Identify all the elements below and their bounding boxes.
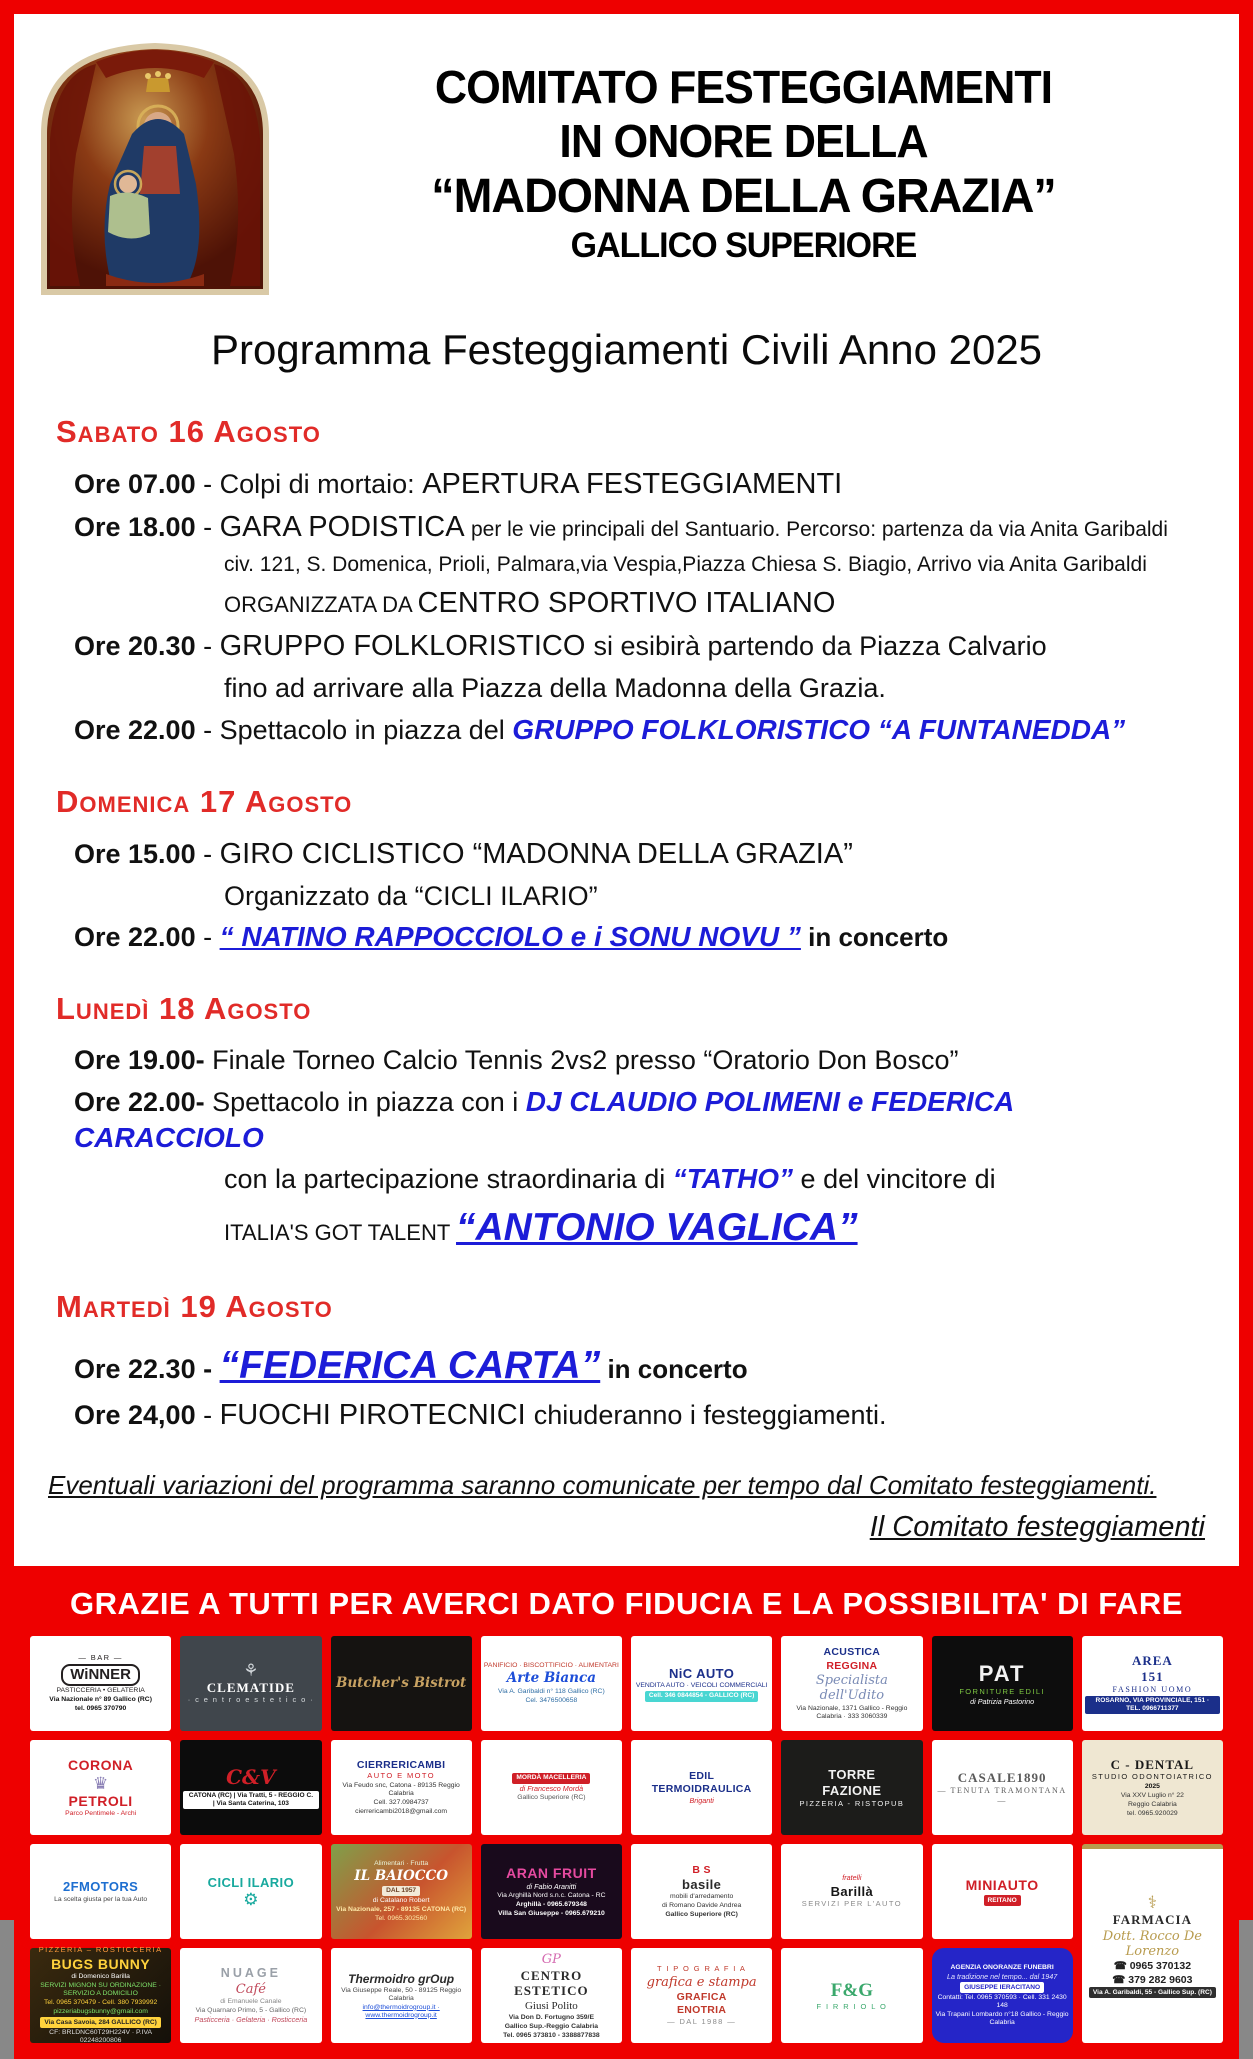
event-segment: Ore 22.00 <box>74 714 196 745</box>
logo-text-line: di Catalano Robert <box>372 1897 430 1905</box>
event-line <box>56 1084 1199 1156</box>
logo-il-baiocco <box>331 1844 472 1939</box>
logo-text-line: CATONA (RC) | Via Tratti, 5 - REGGIO C. | Via Santa Caterina, 103 <box>183 1791 318 1810</box>
sponsor-section <box>14 1566 1239 2059</box>
logo-giuseppe-ieracitano <box>932 1948 1073 2043</box>
logo-miniauto-reitano <box>932 1844 1073 1939</box>
logo-text-line: · c e n t r o e s t e t i c o · <box>187 1695 315 1705</box>
logo-text-line: Arte Bianca <box>506 1670 596 1687</box>
logo-text-line: basile <box>681 1877 722 1893</box>
logo-text-line: CASALE1890 <box>957 1770 1047 1786</box>
logo-text-line: C&V <box>226 1765 276 1790</box>
logo-text-line: Café <box>235 1982 266 1998</box>
event-segment: ITALIA'S GOT TALENT <box>224 1220 457 1246</box>
logo-text-line: Tel. 0965.302560 <box>375 1915 428 1923</box>
event-line <box>56 712 1199 748</box>
logo-text-line: ♛ <box>93 1773 109 1793</box>
event-segment: GARA PODISTICA <box>219 511 471 544</box>
logo-text-line: T I P O G R A F I A <box>656 1963 747 1973</box>
logo-text-line: Giusi Polito <box>524 1999 578 2012</box>
logo-text-line: 2025 <box>1144 1783 1160 1791</box>
day-header: Lunedì 18 Agosto <box>56 991 312 1027</box>
logo-text-line: WiNNER <box>61 1664 140 1686</box>
logo-text-line: FORNITURE EDILI <box>959 1686 1045 1696</box>
logo-text-line: GP <box>541 1951 561 1967</box>
schedule <box>14 378 1239 1440</box>
event-segment: Ore 07.00 <box>74 469 196 499</box>
logo-text-line: Reggio Calabria <box>1128 1801 1177 1809</box>
logo-text-line: ACUSTICA <box>823 1646 881 1659</box>
logo-c-and-v <box>180 1740 321 1835</box>
logo-text-line: CICLI ILARIO <box>207 1874 295 1890</box>
logo-text-line: ROSARNO, VIA PROVINCIALE, 151 · TEL. 0966711377 <box>1085 1696 1220 1715</box>
event-segment: - <box>195 714 220 745</box>
event-segment: Ore 24,00 <box>74 1400 196 1431</box>
logo-text-line: Gallico Sup.-Reggio Calabria <box>504 2022 599 2030</box>
event-segment: GRUPPO FOLKLORISTICO “A FUNTANEDDA” <box>512 713 1126 745</box>
event-line <box>56 585 1199 622</box>
logo-cierrericambi <box>331 1740 472 1835</box>
event-line <box>56 1341 1199 1391</box>
event-line <box>56 1161 1199 1197</box>
logo-text-line: di Domenico Barilla <box>71 1973 130 1981</box>
event-segment: “ NATINO RAPPOCCIOLO e i SONU NOVU ” <box>219 921 801 953</box>
event-segment: “FEDERICA CARTA” <box>219 1344 601 1388</box>
event-segment: Ore 18.00 <box>74 512 196 543</box>
logo-text-line: Via Giuseppe Reale, 50 - 89125 Reggio Calabria <box>341 1986 462 2002</box>
logo-text-line: PETROLI <box>68 1792 133 1809</box>
logo-fg-firriolo <box>781 1948 922 2043</box>
logo-text-line: — DAL 1988 — <box>667 2016 737 2026</box>
event-segment: Organizzato da “CICLI ILARIO” <box>224 880 598 911</box>
logo-text-line: di Fabio Aranitti <box>526 1881 577 1891</box>
logo-text-line: SERVIZI MIGNON SU ORDINAZIONE · SERVIZIO A DOMICILIO <box>40 1982 161 1998</box>
event-line <box>56 836 1199 873</box>
event-line <box>56 509 1199 546</box>
logo-arte-bianca <box>481 1636 622 1731</box>
day-header: Martedì 19 Agosto <box>56 1289 333 1325</box>
event-line <box>56 628 1199 665</box>
logo-text-line: GRAFICA <box>676 1990 727 2003</box>
day-header: Sabato 16 Agosto <box>56 414 321 449</box>
logo-text-line: MORDÀ MACELLERIA <box>512 1773 590 1784</box>
logo-text-line: PAT <box>978 1660 1026 1686</box>
event-segment: fino ad arrivare alla Piazza della Madonna della Grazia. <box>224 673 886 704</box>
logo-text-line: — BAR — <box>78 1653 123 1663</box>
logo-text-line: di Romano Davide Andrea <box>661 1902 742 1910</box>
logo-text-line: Via Quarnaro Primo, 5 - Gallico (RC) <box>195 2007 307 2015</box>
logo-text-line: tel. 0965 370790 <box>74 1704 127 1712</box>
event-segment: in concerto <box>800 922 949 953</box>
logo-casale-1890 <box>932 1740 1073 1835</box>
logo-bar-winner <box>30 1636 171 1731</box>
day-section <box>56 1289 1199 1434</box>
event-segment: Ore 22.00- <box>74 1086 205 1117</box>
logo-text-line: Thermoidro grOup <box>348 1971 455 1986</box>
logo-text-line: REITANO <box>984 1895 1021 1906</box>
logo-text-line: La tradizione nel tempo... dal 1947 <box>946 1971 1058 1981</box>
poster-header <box>14 14 1239 296</box>
logo-aran-fruit <box>481 1844 622 1939</box>
title-line-3: “MADONNA DELLA GRAZIA” <box>431 169 1056 223</box>
logo-nuage-cafe <box>180 1948 321 2043</box>
logo-text-line: Pasticceria · Gelateria · Rosticceria <box>194 2015 308 2025</box>
logo-text-line: FARMACIA <box>1112 1912 1192 1928</box>
footer-signature: Il Comitato festeggiamenti <box>869 1511 1205 1544</box>
logo-text-line: ☎ 379 282 9603 <box>1112 1973 1193 1986</box>
event-segment: - <box>195 922 220 953</box>
logo-morda-macelleria <box>481 1740 622 1835</box>
event-segment: GIRO CICLISTICO “MADONNA DELLA GRAZIA” <box>219 837 853 870</box>
event-segment: civ. 121, S. Domenica, Prioli, Palmara,via Vespia,Piazza Chiesa S. Biagio, Arrivo via Anita Garibaldi <box>224 553 1147 577</box>
logo-text-line: B S <box>692 1863 711 1876</box>
logo-text-line: PIZZERIA - RISTOPUB <box>799 1798 905 1808</box>
logo-text-line: AGENZIA ONORANZE FUNEBRI <box>950 1963 1054 1971</box>
logo-text-line: Via Nazionale, 257 - 89135 CATONA (RC) <box>336 1906 467 1914</box>
logo-text-line: CIERRERICAMBI <box>356 1758 446 1771</box>
event-segment: Ore 22.30 - <box>74 1354 220 1385</box>
event-segment: con la partecipazione straordinaria di <box>224 1164 673 1195</box>
event-segment: Ore 20.30 <box>74 631 196 662</box>
logo-text-line: CLEMATIDE <box>206 1680 295 1696</box>
logo-text-line: CENTRO ESTETICO <box>514 1967 589 1999</box>
logo-text-line: Cell. 346 0844854 - GALLICO (RC) <box>645 1691 759 1702</box>
logo-text-line: F I R R I O L O <box>816 2001 888 2011</box>
logo-nic-auto <box>631 1636 772 1731</box>
logo-text-line: Contatti: Tel. 0965 370593 · Cell. 331 2430 148 <box>937 1994 1067 2010</box>
program-title: Programma Festeggiamenti Civili Anno 2025 <box>210 326 1043 373</box>
logo-cicli-ilario <box>180 1844 321 1939</box>
logo-edil-termoidraulica <box>631 1740 772 1835</box>
event-line <box>56 919 1199 955</box>
title-line-1: COMITATO FESTEGGIAMENTI <box>434 61 1053 113</box>
footer-notes <box>14 1440 1239 1566</box>
logo-text-line: Via Casa Savoia, 284 GALLICO (RC) <box>40 2017 160 2028</box>
logo-text-line: AUTO E MOTO <box>367 1771 435 1781</box>
logo-text-line: Dott. Rocco De Lorenzo <box>1102 1928 1202 1960</box>
logo-pat-forniture-edili <box>932 1636 1073 1731</box>
logo-text-line: Tel. 0965 370479 - Cell. 380 7939992 <box>43 1999 158 2007</box>
logo-text-line: tel. 0965.920029 <box>1127 1810 1178 1818</box>
logo-text-line: FAZIONE <box>822 1783 882 1799</box>
logo-text-line: ⚕ <box>1147 1893 1157 1913</box>
logo-text-line: Via Nazionale n° 89 Gallico (RC) <box>49 1695 152 1703</box>
event-segment: - <box>195 512 220 543</box>
logo-text-line: PIZZERIA – ROSTICCERIA <box>38 1945 163 1955</box>
event-line <box>56 671 1199 706</box>
logo-text-line: ENOTRIA <box>676 2004 727 2017</box>
logo-text-line: CF: BRLDNC60T29H224V · P.IVA 02248200806 <box>49 2029 153 2045</box>
event-segment: in concerto <box>600 1354 748 1385</box>
event-line <box>56 552 1199 579</box>
event-segment: - <box>195 838 220 869</box>
logo-text-line: ARAN FRUIT <box>506 1865 597 1882</box>
logo-text-line: Gallico Superiore (RC) <box>665 1911 738 1919</box>
logo-farmacia-de-lorenzo <box>1082 1844 1223 2043</box>
event-line <box>56 1043 1199 1078</box>
logo-text-line: GIUSEPPE IERACITANO <box>960 1982 1044 1993</box>
logo-area-151 <box>1082 1636 1223 1731</box>
logo-text-line: Via XXV Luglio n° 22 <box>1120 1792 1184 1800</box>
logo-text-line: C - DENTAL <box>1110 1757 1195 1772</box>
event-segment: e del vincitore di <box>793 1164 996 1195</box>
logo-text-line: BUGS BUNNY <box>51 1955 151 1972</box>
footer-note-line: Eventuali variazioni del programma saranno comunicate per tempo dal Comitato festeggiamenti. <box>48 1470 1157 1501</box>
day-section <box>56 784 1199 955</box>
logo-text-line: mobili d'arredamento <box>669 1893 734 1901</box>
logo-text-line: Tel. 0965 373810 - 3388877838 <box>503 2031 600 2039</box>
event-segment: si esibirà partendo da Piazza Calvario <box>593 631 1047 662</box>
logo-text-line: STUDIO ODONTOIATRICO <box>1091 1772 1213 1782</box>
logo-text-line: PANIFICIO · BISCOTTIFICIO · ALIMENTARI <box>483 1662 619 1670</box>
event-line <box>56 879 1199 914</box>
logo-corona-petroli <box>30 1740 171 1835</box>
logo-text-line: FASHION UOMO <box>1112 1685 1193 1695</box>
logo-text-line: IL BAIOCCO <box>354 1867 448 1884</box>
logo-grafica-enotria <box>631 1948 772 2043</box>
event-segment: “TATHO” <box>672 1163 794 1195</box>
logo-text-line: VENDITA AUTO · VEICOLI COMMERCIALI <box>635 1681 768 1689</box>
event-segment: - <box>195 1400 220 1431</box>
logo-torre-fazione <box>781 1740 922 1835</box>
logo-text-line: Cell. 327.0984737 <box>373 1799 429 1807</box>
logo-text-line: MINIAUTO <box>965 1877 1039 1894</box>
logo-clematide <box>180 1636 321 1731</box>
logo-text-line: Via Nazionale, 1371 Gallico - Reggio Calabria · 333 3060339 <box>796 1704 908 1720</box>
logo-text-line: DAL 1957 <box>382 1886 420 1897</box>
title-line-2: IN ONORE DELLA <box>559 115 928 168</box>
logo-text-line: TERMOIDRAULICA <box>651 1783 752 1796</box>
logo-centro-estetico-giusi-polito <box>481 1948 622 2043</box>
event-segment: ORGANIZZATA DA <box>224 592 418 618</box>
logo-thermoidro-group <box>331 1948 472 2043</box>
logo-text-line: Cel. 3476500658 <box>525 1697 578 1705</box>
event-segment: - <box>195 469 220 499</box>
event-segment: FUOCHI PIROTECNICI <box>219 1399 534 1432</box>
logo-2f-motors <box>30 1844 171 1939</box>
logo-text-line: di Emanuele Canale <box>220 1998 282 2006</box>
sponsor-grid <box>30 1636 1223 2043</box>
logo-text-line: AREA <box>1131 1652 1173 1668</box>
logo-c-dental <box>1082 1740 1223 1835</box>
logo-text-line: Parco Pentimele - Archi <box>65 1810 137 1818</box>
event-line <box>56 466 1199 503</box>
event-segment: Spettacolo in piazza del <box>219 714 513 745</box>
logo-fratelli-barilla <box>781 1844 922 1939</box>
logo-text-line: Via Arghillà Nord s.n.c. Catona - RC <box>497 1892 606 1900</box>
day-section <box>56 414 1199 748</box>
title-block <box>274 34 1213 296</box>
day-section <box>56 991 1199 1253</box>
event-segment: GRUPPO FOLKLORISTICO <box>219 630 594 663</box>
logo-text-line: info@thermoidrogroup.it · www.thermoidrogroup.it <box>362 2003 440 2019</box>
event-segment: Ore 15.00 <box>74 838 196 869</box>
event-segment: “ANTONIO VAGLICA” <box>456 1206 858 1250</box>
event-segment: per le vie principali del Santuario. Percorso: partenza da via Anita Garibaldi <box>471 518 1168 542</box>
event-segment: Colpi di mortaio: <box>219 469 423 499</box>
event-segment: APERTURA FESTEGGIAMENTI <box>422 468 843 500</box>
logo-text-line: REGGINA <box>826 1659 878 1672</box>
logo-text-line: PASTICCERIA • GELATERIA <box>56 1686 145 1694</box>
event-segment: Ore 22.00 <box>74 922 196 953</box>
logo-text-line: ⚘ <box>243 1661 259 1681</box>
logo-text-line: NiC AUTO <box>668 1665 735 1681</box>
logo-text-line: Arghillà - 0965.679348 <box>515 1901 587 1909</box>
event-segment: Spettacolo in piazza con i <box>204 1086 526 1117</box>
logo-text-line: SERVIZI PER L'AUTO <box>801 1899 902 1909</box>
logo-text-line: fratelli <box>842 1873 862 1883</box>
madonna-with-child-artwork <box>36 34 274 296</box>
logo-text-line: di Patrizia Pastorino <box>970 1696 1035 1706</box>
logo-text-line: di Francesco Mordà <box>519 1783 584 1793</box>
logo-text-line: pizzeriabugsbunny@gmail.com <box>53 2008 148 2016</box>
logo-text-line: Butcher's Bistrot <box>335 1674 467 1691</box>
logo-text-line: Barillà <box>830 1883 874 1899</box>
logo-text-line: ⚙ <box>243 1890 259 1910</box>
event-segment: DJ CLAUDIO POLIMENI e FEDERICA CARACCIOLO <box>74 1085 1014 1153</box>
logo-text-line: Via A. Garibaldi n° 118 Gallico (RC) <box>498 1688 605 1696</box>
logo-text-line: TORRE <box>828 1766 876 1782</box>
logo-text-line: Via Don D. Fortugno 359/E <box>508 2013 594 2021</box>
logo-text-line: Gallico Superiore (RC) <box>517 1794 586 1802</box>
logo-text-line: NUAGE <box>220 1966 281 1981</box>
event-segment: chiuderanno i festeggiamenti. <box>533 1400 887 1431</box>
logo-text-line: 2FMOTORS <box>63 1879 139 1895</box>
event-line <box>56 1203 1199 1253</box>
logo-text-line: Via Trapani Lombardo n°18 Gallico - Reggio Calabria <box>935 2011 1069 2027</box>
title-line-4: GALLICO SUPERIORE <box>570 226 917 266</box>
logo-text-line: 151 <box>1141 1669 1164 1685</box>
event-segment: Ore 19.00- <box>74 1045 205 1076</box>
logo-text-line: grafica e stampa <box>646 1974 757 1990</box>
logo-text-line: cierrericambi2018@gmail.com <box>355 1808 448 1816</box>
logo-text-line: Alimentari · Frutta <box>374 1859 429 1867</box>
logo-text-line: Briganti <box>689 1795 714 1805</box>
event-segment: CENTRO SPORTIVO ITALIANO <box>417 587 836 620</box>
logo-text-line: ☎ 0965 370132 <box>1113 1960 1192 1973</box>
logo-text-line: F&G <box>830 1979 873 2001</box>
logo-text-line: — TENUTA TRAMONTANA — <box>937 1786 1067 1805</box>
logo-text-line: Via A. Garibaldi, 55 - Gallico Sup. (RC) <box>1089 1987 1216 1998</box>
logo-text-line: Specialista dell'Udito <box>815 1673 888 1704</box>
event-segment: - <box>195 631 220 662</box>
logo-text-line: Villa San Giuseppe - 0965.679210 <box>497 1910 605 1918</box>
logo-text-line: Via Feudo snc, Catona - 89135 Reggio Calabria <box>342 1782 460 1798</box>
logo-butchers-bistrot <box>331 1636 472 1731</box>
logo-basile-mobili <box>631 1844 772 1939</box>
logo-acustica-reggina <box>781 1636 922 1731</box>
logo-text-line: EDIL <box>689 1770 715 1782</box>
day-header: Domenica 17 Agosto <box>56 783 353 819</box>
logo-text-line: CORONA <box>68 1757 134 1774</box>
logo-text-line: La scelta giusta per la tua Auto <box>54 1895 148 1903</box>
event-segment: Finale Torneo Calcio Tennis 2vs2 presso “Oratorio Don Bosco” <box>204 1045 959 1076</box>
logo-bugs-bunny <box>30 1945 171 2045</box>
madonna-painting <box>36 34 274 296</box>
event-line <box>56 1397 1199 1434</box>
thanks-banner: GRAZIE A TUTTI PER AVERCI DATO FIDUCIA E LA POSSIBILITA' DI FARE <box>70 1586 1183 1622</box>
